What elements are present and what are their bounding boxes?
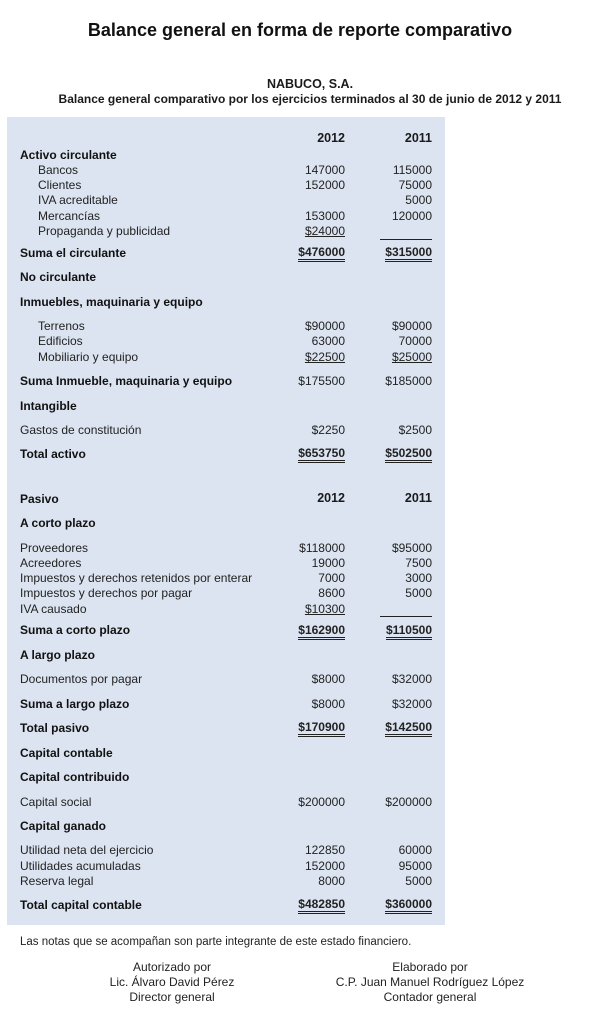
value-2012: 147000 bbox=[304, 163, 345, 177]
underlined-value: $25000 bbox=[391, 350, 432, 364]
row-label: Impuestos y derechos por pagar bbox=[20, 586, 193, 600]
section-no-circulante: No circulante bbox=[20, 270, 97, 284]
signature-role: Elaborado por bbox=[392, 960, 468, 974]
footer-note: Las notas que se acompañan son parte integrante de este estado financiero. bbox=[20, 936, 412, 948]
value-2011: $95000 bbox=[391, 541, 432, 555]
value-2012 bbox=[265, 720, 345, 737]
section-capital-contable: Capital contable bbox=[20, 746, 113, 760]
section-capital-contribuido: Capital contribuido bbox=[20, 770, 130, 784]
value-2011 bbox=[352, 350, 432, 364]
row-label: Clientes bbox=[38, 178, 82, 192]
value-2012 bbox=[265, 623, 345, 640]
value-2012: 152000 bbox=[304, 178, 345, 192]
value-2012: 152000 bbox=[304, 859, 345, 873]
value-2011: $32000 bbox=[391, 697, 432, 711]
total-activo-label: Total activo bbox=[20, 447, 86, 461]
signature-left bbox=[42, 960, 302, 1005]
underlined-value: $10300 bbox=[304, 602, 345, 616]
value-2012: 122850 bbox=[304, 843, 345, 857]
value-2011: 5000 bbox=[405, 193, 432, 207]
value-2012: 19000 bbox=[311, 556, 345, 570]
double-underlined-value: $142500 bbox=[385, 721, 432, 737]
value-2012 bbox=[265, 350, 345, 364]
value-2012: $175500 bbox=[298, 374, 345, 388]
double-underlined-value: $653750 bbox=[298, 447, 345, 463]
section-pasivo: Pasivo bbox=[20, 492, 59, 506]
report-subtitle: Balance general comparativo por los ejercicios terminados al 30 de junio de 2012 y 2011 bbox=[58, 92, 562, 106]
double-underlined-value: $170900 bbox=[298, 721, 345, 737]
value-2012: 8600 bbox=[318, 586, 345, 600]
row-label: Mercancías bbox=[38, 209, 101, 223]
year-header-2012: 2012 bbox=[317, 131, 345, 145]
row-label: Utilidad neta del ejercicio bbox=[20, 843, 154, 857]
suma-largo-label: Suma a largo plazo bbox=[20, 697, 130, 711]
value-2012: 7000 bbox=[318, 571, 345, 585]
double-underlined-value: $476000 bbox=[298, 246, 345, 262]
year-header-2012: 2012 bbox=[317, 491, 345, 505]
row-label: Documentos por pagar bbox=[20, 672, 143, 686]
signature-right bbox=[300, 960, 560, 1005]
double-underlined-value: $502500 bbox=[385, 447, 432, 463]
row-label: Propaganda y publicidad bbox=[38, 224, 171, 238]
value-2012: $2250 bbox=[311, 423, 345, 437]
section-intangible: Intangible bbox=[20, 399, 77, 413]
year-header-2011: 2011 bbox=[404, 131, 432, 145]
value-2012: $200000 bbox=[298, 795, 345, 809]
section-activo-circulante: Activo circulante bbox=[20, 148, 117, 162]
row-label: Reserva legal bbox=[20, 874, 94, 888]
value-2011: $185000 bbox=[385, 374, 432, 388]
double-underlined-value: $482850 bbox=[298, 898, 345, 914]
value-2012 bbox=[265, 602, 345, 616]
value-2011: $90000 bbox=[391, 319, 432, 333]
company-name: NABUCO, S.A. bbox=[266, 77, 354, 91]
row-label: Gastos de constitución bbox=[20, 423, 142, 437]
row-label: Acreedores bbox=[20, 556, 82, 570]
suma-corto-label: Suma a corto plazo bbox=[20, 623, 131, 637]
section-inmuebles: Inmuebles, maquinaria y equipo bbox=[20, 295, 203, 309]
subtotal-rule bbox=[380, 616, 432, 617]
suma-circulante-label: Suma el circulante bbox=[20, 246, 127, 260]
underlined-value: $22500 bbox=[304, 350, 345, 364]
row-label: Mobiliario y equipo bbox=[38, 350, 139, 364]
value-2011: 7500 bbox=[405, 556, 432, 570]
value-2012: $118000 bbox=[299, 541, 345, 555]
section-capital-ganado: Capital ganado bbox=[20, 819, 107, 833]
value-2011: 120000 bbox=[391, 209, 432, 223]
page-title: Balance general en forma de reporte comparativo bbox=[87, 20, 513, 40]
value-2012 bbox=[265, 446, 345, 463]
signature-role: Autorizado por bbox=[132, 960, 212, 974]
value-2012 bbox=[265, 897, 345, 914]
value-2011 bbox=[352, 720, 432, 737]
value-2011: $32000 bbox=[391, 672, 432, 686]
signature-title: Director general bbox=[129, 990, 215, 1004]
row-label: Utilidades acumuladas bbox=[20, 859, 141, 873]
suma-inmuebles-label: Suma Inmueble, maquinaria y equipo bbox=[20, 374, 233, 388]
underlined-value: $24000 bbox=[304, 224, 345, 238]
value-2011: $200000 bbox=[385, 795, 432, 809]
row-label: Proveedores bbox=[20, 541, 89, 555]
value-2011: 5000 bbox=[405, 586, 432, 600]
signature-title: Contador general bbox=[383, 990, 477, 1004]
value-2012: $8000 bbox=[311, 672, 345, 686]
value-2011: 70000 bbox=[398, 334, 432, 348]
value-2011: 75000 bbox=[398, 178, 432, 192]
value-2012: 8000 bbox=[318, 874, 345, 888]
value-2012: $90000 bbox=[304, 319, 345, 333]
row-label: IVA acreditable bbox=[38, 193, 118, 207]
value-2011 bbox=[352, 897, 432, 914]
value-2011 bbox=[352, 245, 432, 262]
row-label: Bancos bbox=[38, 163, 79, 177]
total-capital-label: Total capital contable bbox=[20, 898, 142, 912]
value-2011: 115000 bbox=[392, 163, 432, 177]
value-2011 bbox=[352, 623, 432, 640]
value-2012 bbox=[265, 245, 345, 262]
row-label: Terrenos bbox=[38, 319, 85, 333]
value-2012: $8000 bbox=[311, 697, 345, 711]
double-underlined-value: $315000 bbox=[385, 246, 432, 262]
total-pasivo-label: Total pasivo bbox=[20, 721, 90, 735]
row-label: Edificios bbox=[38, 334, 83, 348]
signature-name: C.P. Juan Manuel Rodríguez López bbox=[335, 975, 525, 989]
value-2011 bbox=[352, 446, 432, 463]
value-2011: 3000 bbox=[405, 571, 432, 585]
double-underlined-value: $360000 bbox=[385, 898, 432, 914]
value-2011: 5000 bbox=[405, 874, 432, 888]
year-header-2011: 2011 bbox=[404, 491, 432, 505]
section-largo-plazo: A largo plazo bbox=[20, 648, 95, 662]
row-label: Capital social bbox=[20, 795, 92, 809]
signature-name: Lic. Álvaro David Pérez bbox=[109, 975, 235, 989]
value-2011: 95000 bbox=[398, 859, 432, 873]
double-underlined-value: $162900 bbox=[298, 624, 345, 640]
subtotal-rule bbox=[380, 239, 432, 240]
value-2011: 60000 bbox=[398, 843, 432, 857]
double-underlined-value: $110500 bbox=[386, 624, 432, 640]
section-corto-plazo: A corto plazo bbox=[20, 516, 96, 530]
value-2012: 63000 bbox=[311, 334, 345, 348]
value-2012 bbox=[265, 224, 345, 238]
row-label: Impuestos y derechos retenidos por enterar bbox=[20, 571, 253, 585]
row-label: IVA causado bbox=[20, 602, 87, 616]
value-2011: $2500 bbox=[398, 423, 432, 437]
value-2012: 153000 bbox=[304, 209, 345, 223]
